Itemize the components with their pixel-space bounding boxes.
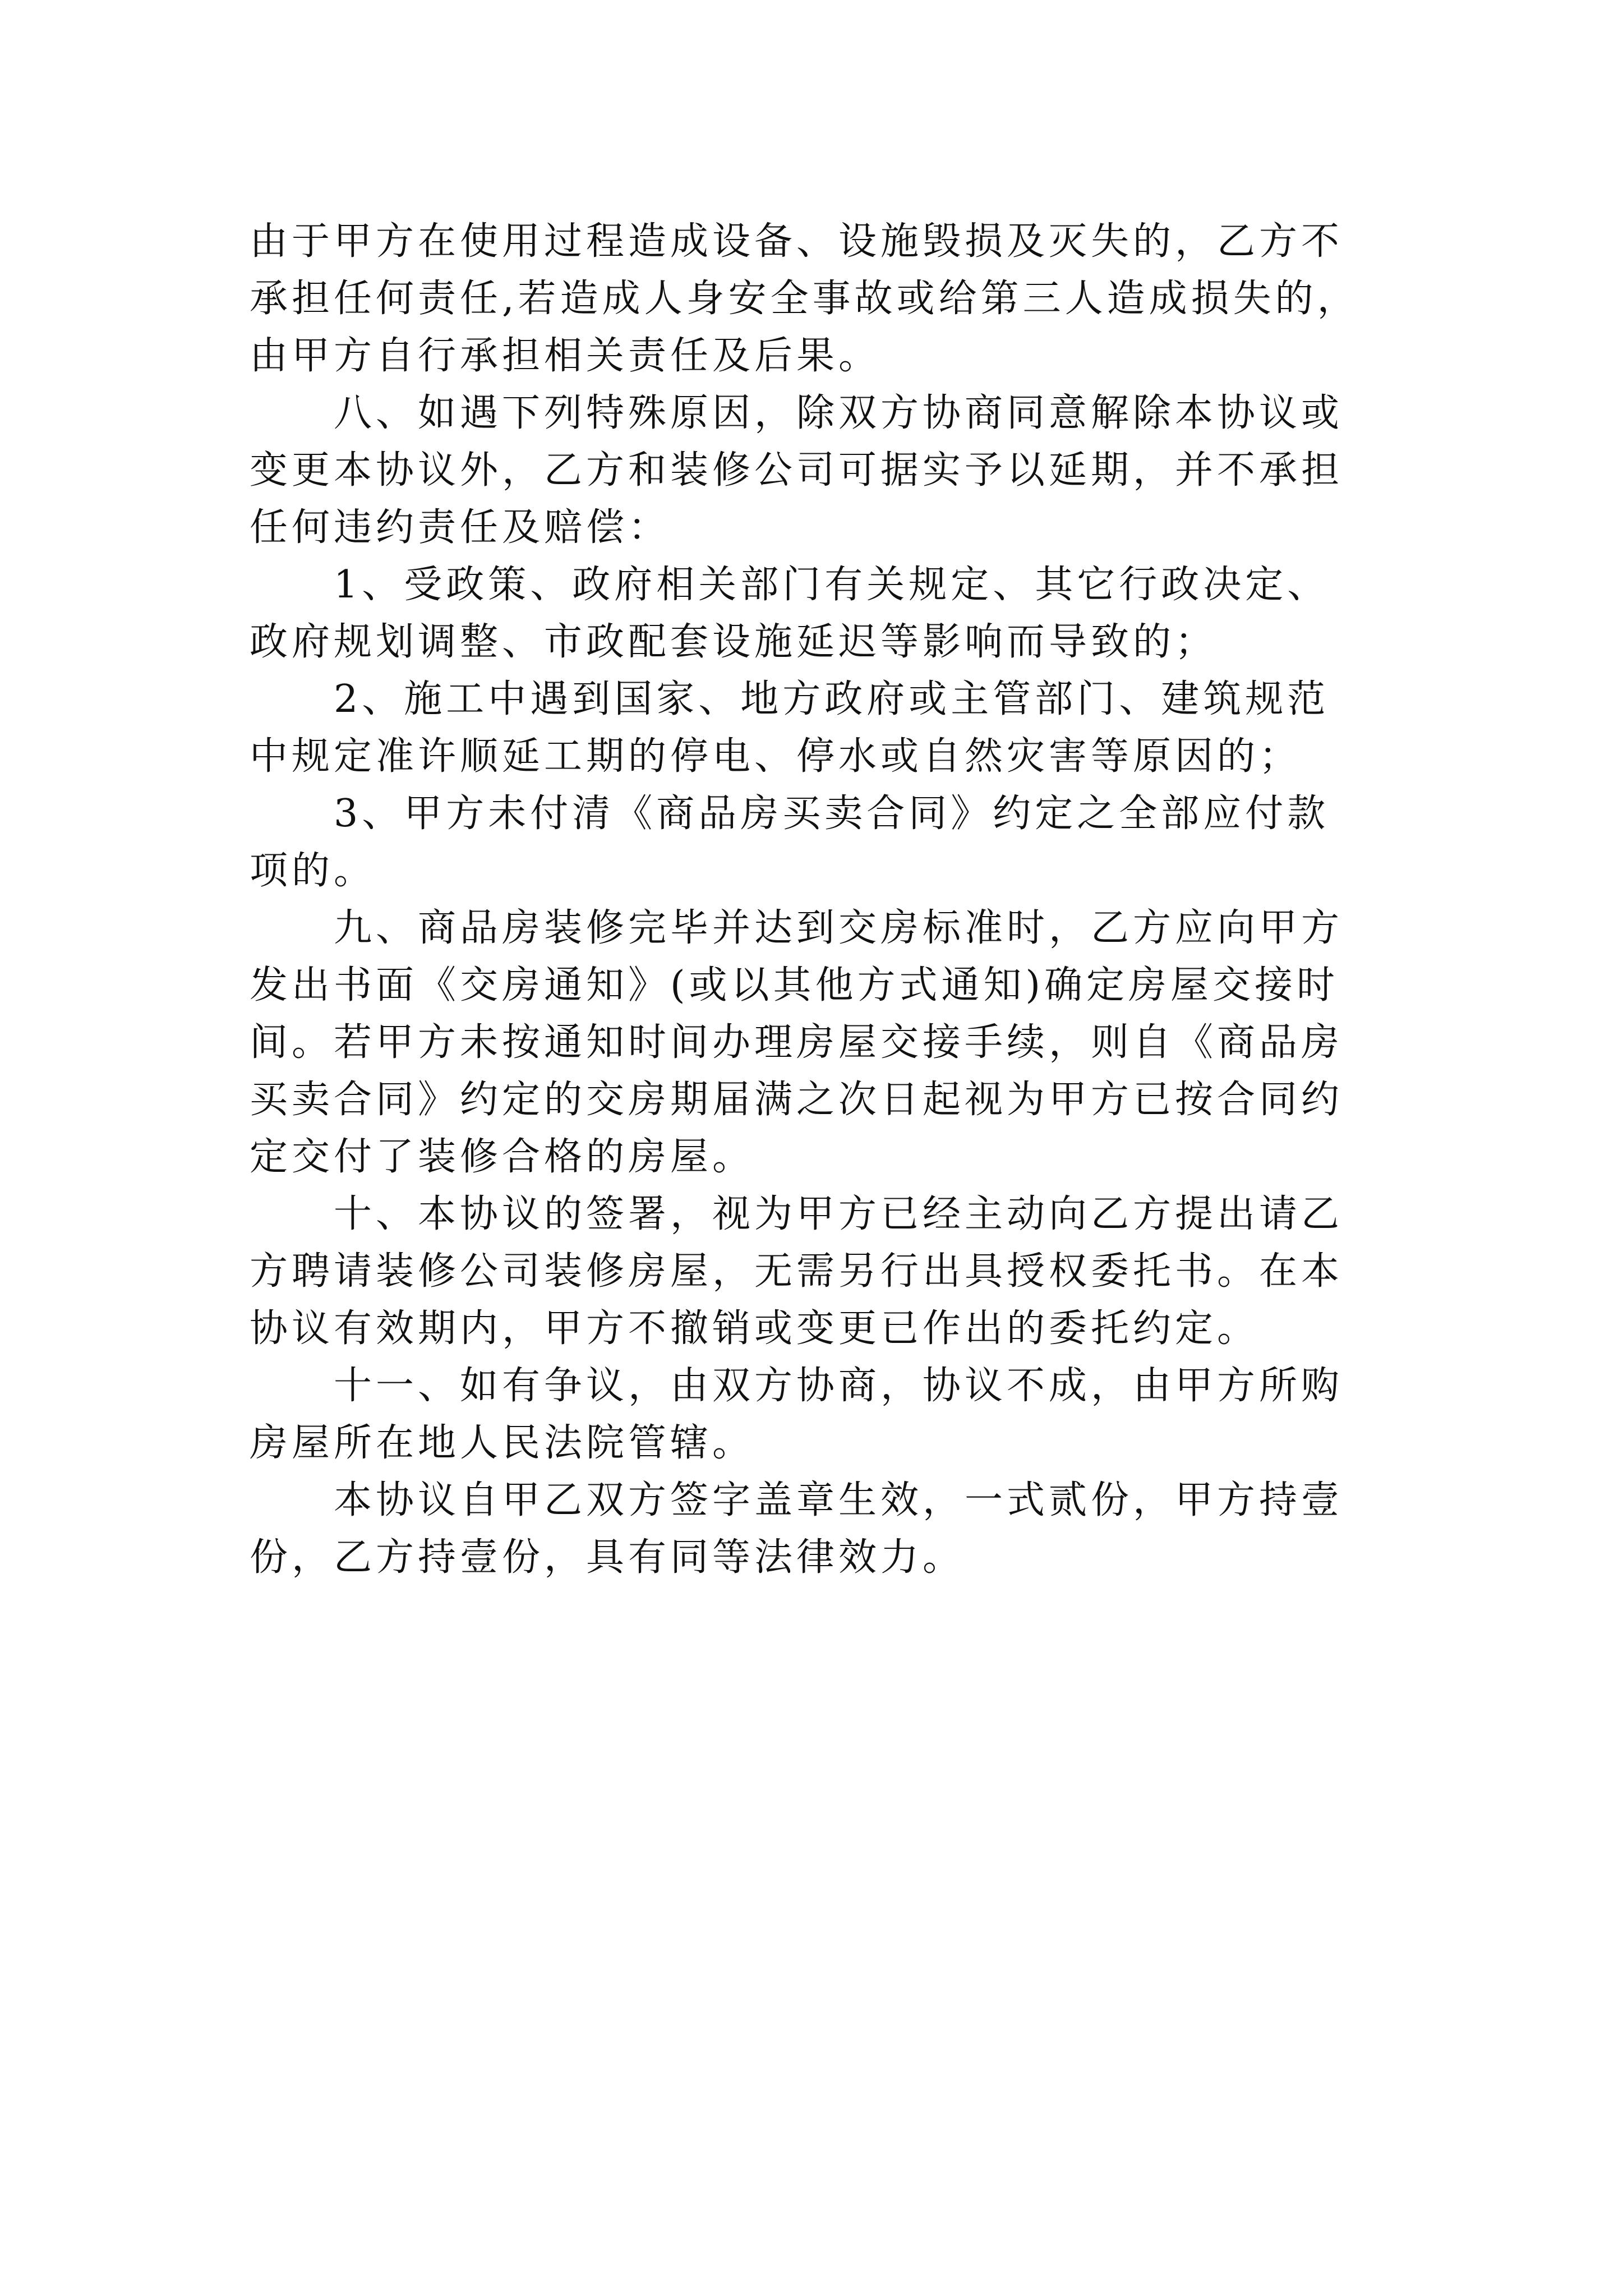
text-line: 协议有效期内，甲方不撤销或变更已作出的委托约定。 [250, 1306, 1260, 1351]
text-line: 由甲方自行承担相关责任及后果。 [250, 334, 881, 378]
text-line: 十、本协议的签署，视为甲方已经主动向乙方提出请乙 [334, 1192, 1344, 1236]
text-line: 变更本协议外，乙方和装修公司可据实予以延期，并不承担 [250, 448, 1344, 493]
text-line: 定交付了装修合格的房屋。 [250, 1135, 755, 1179]
text-line: 买卖合同》约定的交房期届满之次日起视为甲方已按合同约 [250, 1078, 1344, 1122]
text-line: 3、甲方未付清《商品房买卖合同》约定之全部应付款 [334, 792, 1330, 836]
text-line: 1、受政策、政府相关部门有关规定、其它行政决定、 [334, 563, 1330, 607]
text-line: 九、商品房装修完毕并达到交房标准时，乙方应向甲方 [334, 906, 1344, 950]
text-line: 由于甲方在使用过程造成设备、设施毁损及灭失的，乙方不 [250, 219, 1344, 264]
text-line: 中规定准许顺延工期的停电、停水或自然灾害等原因的； [250, 734, 1302, 779]
text-line: 八、如遇下列特殊原因，除双方协商同意解除本协议或 [334, 391, 1344, 435]
document-body [250, 213, 1416, 1586]
text-line: 政府规划调整、市政配套设施延迟等影响而导致的； [250, 620, 1218, 664]
text-line: 项的。 [250, 849, 376, 893]
text-line: 份，乙方持壹份，具有同等法律效力。 [250, 1535, 965, 1580]
text-line: 承担任何责任,若造成人身安全事故或给第三人造成损失的， [250, 277, 1359, 321]
text-line: 方聘请装修公司装修房屋，无需另行出具授权委托书。在本 [250, 1249, 1344, 1294]
text-line: 任何违约责任及赔偿： [250, 505, 671, 550]
text-line: 本协议自甲乙双方签字盖章生效，一式贰份，甲方持壹 [334, 1478, 1344, 1522]
text-line: 2、施工中遇到国家、地方政府或主管部门、建筑规范 [334, 677, 1330, 721]
text-line: 十一、如有争议，由双方协商，协议不成，由甲方所购 [334, 1364, 1344, 1408]
text-line: 间。若甲方未按通知时间办理房屋交接手续，则自《商品房 [250, 1020, 1344, 1065]
text-line: 发出书面《交房通知》(或以其他方式通知)确定房屋交接时 [250, 963, 1339, 1007]
text-line: 房屋所在地人民法院管辖。 [250, 1421, 755, 1465]
